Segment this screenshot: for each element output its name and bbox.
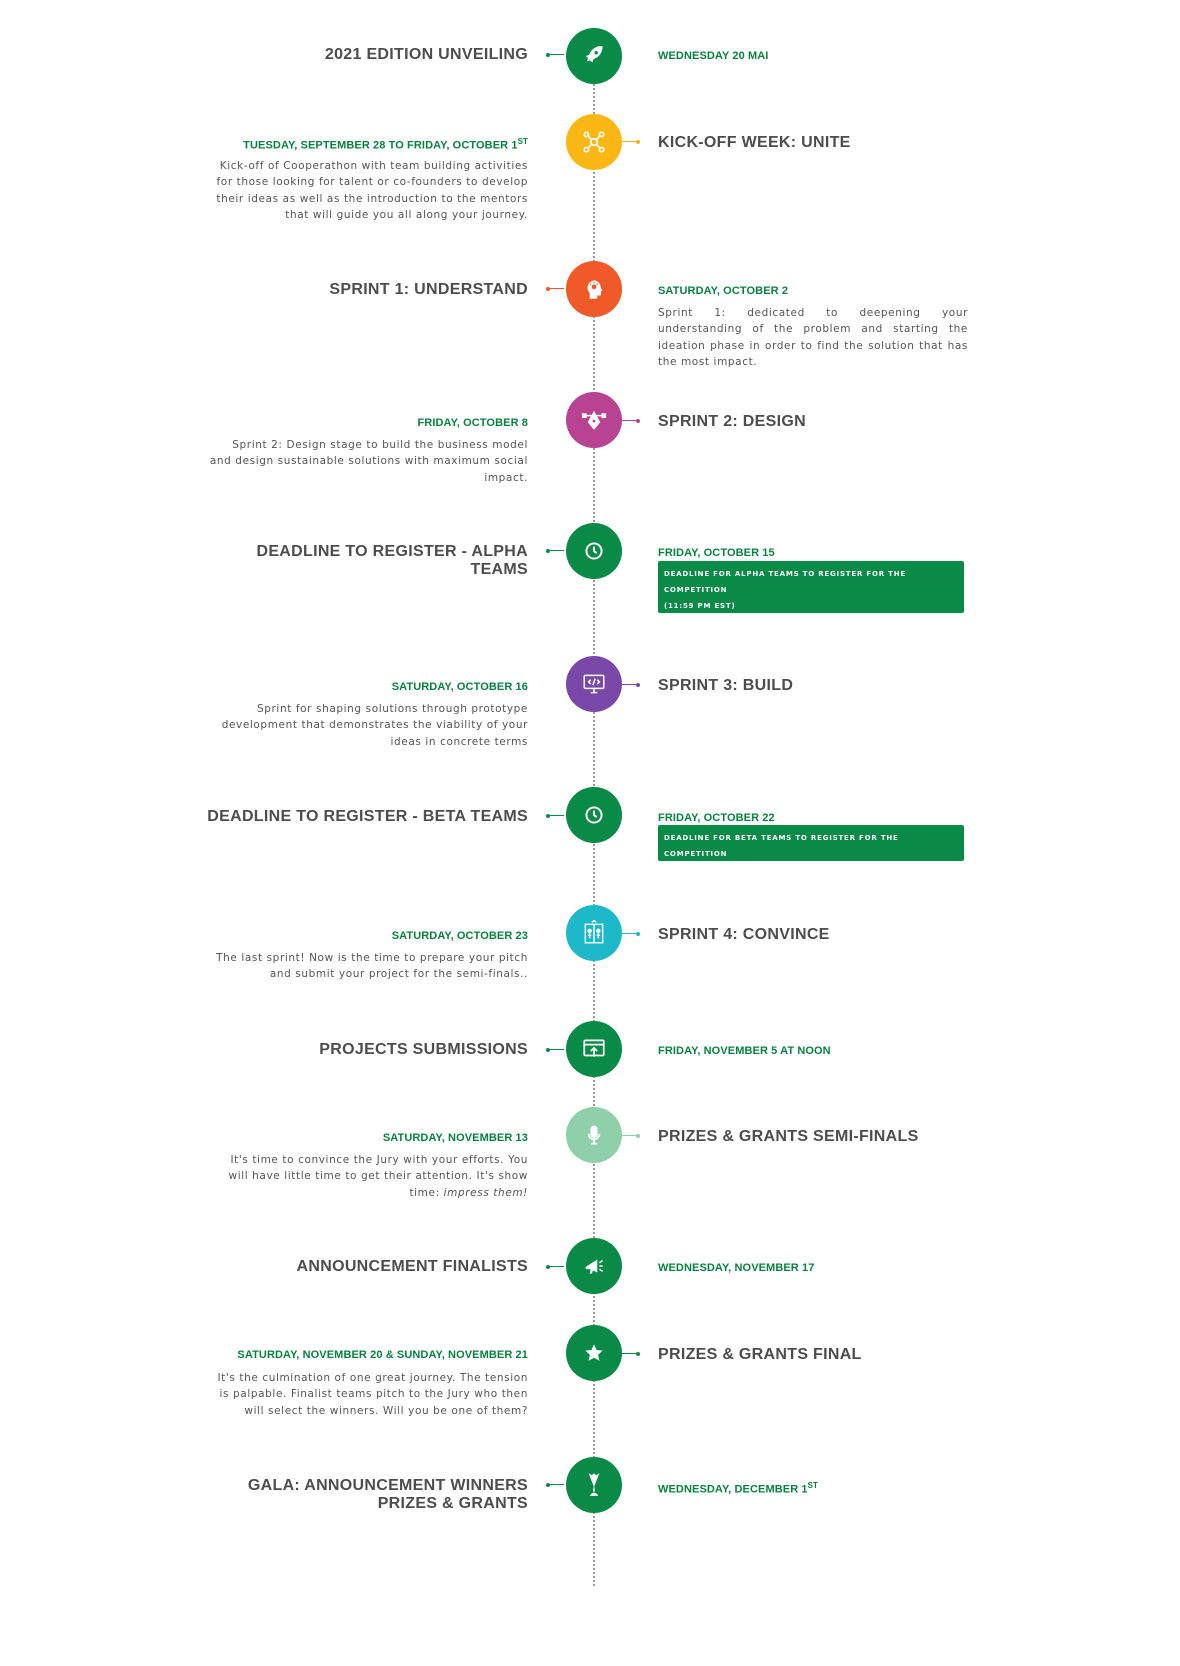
- event-3-title: SPRINT 1: UNDERSTAND: [329, 281, 528, 298]
- event-8-node: [566, 905, 622, 961]
- event-8-description: The last sprint! Now is the time to prepare your pitch and submit your project for the semi-finals..: [216, 952, 528, 981]
- event-7-title: DEADLINE TO REGISTER - BETA TEAMS: [207, 808, 528, 825]
- elevator-icon: [581, 920, 607, 946]
- event-10-node: [566, 1107, 622, 1163]
- event-7-node: [566, 787, 622, 843]
- event-13-connector: [548, 1484, 564, 1485]
- event-9-title: PROJECTS SUBMISSIONS: [319, 1041, 528, 1058]
- event-5-connector: [548, 550, 564, 551]
- event-8-title: SPRINT 4: CONVINCE: [658, 926, 830, 943]
- event-12-title: PRIZES & GRANTS FINAL: [658, 1346, 862, 1363]
- event-3-description: Sprint 1: dedicated to deepening your understanding of the problem and starting the ideation phase in order to find the solution that has the most impact.: [658, 307, 968, 368]
- clock-icon: [581, 802, 607, 828]
- event-6-connector: [622, 684, 638, 685]
- event-7-deadline-box: [658, 825, 964, 874]
- event-2-connector: [622, 141, 638, 142]
- event-12-description: It's the culmination of one great journey. The tension is palpable. Finalist teams pitch to the Jury who then will select the winners. Will you be one of them?: [217, 1372, 528, 1417]
- star-icon: [581, 1340, 607, 1366]
- event-10-description: It's time to convince the Jury with your efforts. You will have little time to get their attention. It's show time: impress them!: [228, 1154, 528, 1199]
- event-5-box-line2: COMPETITION: [664, 586, 728, 594]
- event-11-node: [566, 1238, 622, 1294]
- event-5-box-line1: DEADLINE FOR ALPHA TEAMS TO REGISTER FOR THE: [664, 570, 906, 578]
- event-10-date: SATURDAY, NOVEMBER 13: [382, 1132, 528, 1144]
- pen-tool-icon: [581, 407, 607, 433]
- event-4-date: FRIDAY, OCTOBER 8: [417, 417, 528, 429]
- event-12-connector: [622, 1353, 638, 1354]
- microphone-icon: [581, 1122, 607, 1148]
- event-13-title: [198, 1477, 528, 1513]
- event-6-date: SATURDAY, OCTOBER 16: [391, 681, 528, 693]
- event-7-date: FRIDAY, OCTOBER 22: [658, 812, 775, 824]
- event-2-description: Kick-off of Cooperathon with team building activities for those looking for talent or co-founders to develop their ideas as well as the introduction to the mentors that will guide you all along your journey.: [216, 160, 528, 221]
- event-3-date: SATURDAY, OCTOBER 2: [658, 285, 789, 297]
- event-3-connector: [548, 288, 564, 289]
- event-5-deadline-box: [658, 561, 964, 613]
- trophy-icon: [581, 1472, 607, 1498]
- event-2-node: [566, 114, 622, 170]
- event-6-description: Sprint for shaping solutions through prototype development that demonstrates the viability of your ideas in concrete terms: [221, 703, 528, 748]
- event-8-connector: [622, 933, 638, 934]
- event-6-title: SPRINT 3: BUILD: [658, 677, 794, 694]
- event-13-date: WEDNESDAY, DECEMBER 1ST: [658, 1481, 819, 1496]
- event-7-box-line2: (11:59 PM EST): [664, 866, 736, 874]
- event-2-date: TUESDAY, SEPTEMBER 28 TO FRIDAY, OCTOBER 1ST: [243, 137, 528, 152]
- head-idea-icon: [581, 276, 607, 302]
- event-1-title: 2021 EDITION UNVEILING: [324, 46, 528, 63]
- event-4-node: [566, 392, 622, 448]
- event-4-connector: [622, 420, 638, 421]
- event-4-title: SPRINT 2: DESIGN: [658, 413, 806, 430]
- event-13-node: [566, 1457, 622, 1513]
- event-4-description: Sprint 2: Design stage to build the business model and design sustainable solutions with maximum social impact.: [209, 439, 528, 484]
- event-9-date: FRIDAY, NOVEMBER 5 AT NOON: [658, 1045, 831, 1057]
- event-10-title: PRIZES & GRANTS SEMI-FINALS: [658, 1128, 919, 1145]
- event-11-connector: [548, 1266, 564, 1267]
- event-5-date: FRIDAY, OCTOBER 15: [658, 547, 775, 559]
- rocket-icon: [581, 43, 607, 69]
- event-10-connector: [622, 1135, 638, 1136]
- event-3-node: [566, 261, 622, 317]
- upload-icon: [581, 1036, 607, 1062]
- event-1-node: [566, 28, 622, 84]
- clock-icon: [581, 538, 607, 564]
- event-11-title: ANNOUNCEMENT FINALISTS: [296, 1258, 528, 1275]
- event-13-title-line2: PRIZES & GRANTS: [377, 1495, 528, 1512]
- event-7-box-line1: DEADLINE FOR BETA TEAMS TO REGISTER FOR THE COMPETITION: [664, 834, 899, 858]
- event-2-title: KICK-OFF WEEK: UNITE: [658, 134, 851, 151]
- network-icon: [581, 129, 607, 155]
- event-8-date: SATURDAY, OCTOBER 23: [391, 930, 528, 942]
- event-9-connector: [548, 1049, 564, 1050]
- event-7-connector: [548, 815, 564, 816]
- event-9-node: [566, 1021, 622, 1077]
- event-5-title: [198, 543, 528, 579]
- event-13-title-line1: GALA: ANNOUNCEMENT WINNERS: [247, 1477, 528, 1494]
- event-1-connector: [548, 54, 564, 55]
- event-5-box-line3: (11:59 PM EST): [664, 602, 736, 610]
- event-5-node: [566, 523, 622, 579]
- event-1-date: WEDNESDAY 20 MAI: [658, 50, 769, 62]
- event-11-date: WEDNESDAY, NOVEMBER 17: [658, 1262, 815, 1274]
- event-12-date: SATURDAY, NOVEMBER 20 & SUNDAY, NOVEMBER 21: [237, 1349, 528, 1361]
- event-5-title-line2: TEAMS: [470, 561, 528, 578]
- megaphone-icon: [581, 1253, 607, 1279]
- monitor-code-icon: [581, 671, 607, 697]
- event-6-node: [566, 656, 622, 712]
- event-12-node: [566, 1325, 622, 1381]
- event-5-title-line1: DEADLINE TO REGISTER - ALPHA: [256, 543, 528, 560]
